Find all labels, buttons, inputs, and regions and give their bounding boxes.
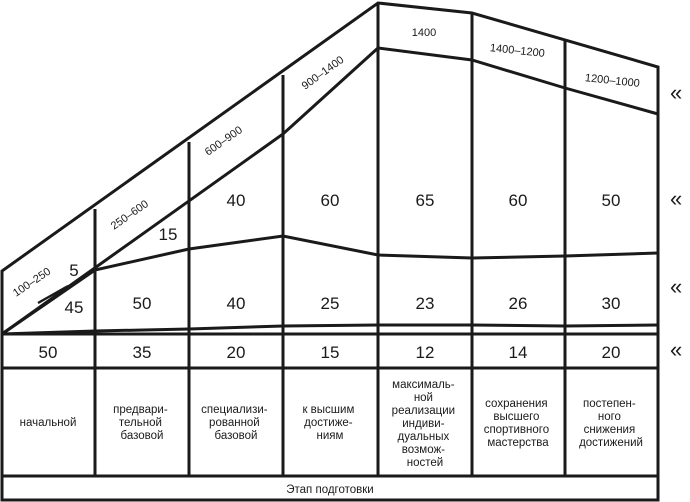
row2-value: 40 xyxy=(226,294,246,313)
hours-label: 100–250 xyxy=(10,265,54,300)
hours-label: 1400–1200 xyxy=(489,42,546,60)
hours-label: 600–900 xyxy=(202,124,245,159)
double-chevron-icon: « xyxy=(670,80,683,105)
double-chevron-icon: « xyxy=(670,186,683,211)
hours-label: 250–600 xyxy=(108,198,151,233)
stage-name: специализи- рованной базовой xyxy=(201,404,268,442)
hours-label: 1400 xyxy=(411,27,437,39)
footer-label: Этап подготовки xyxy=(286,484,374,496)
row3-value: 20 xyxy=(226,343,246,362)
row2-value: 23 xyxy=(415,294,435,313)
row2-value: 50 xyxy=(132,294,152,313)
stage-name: максималь- ной реализации индиви- дуальных возмож- ностей xyxy=(391,379,456,469)
double-chevron-icon: « xyxy=(670,337,683,362)
row1-row2-boundary xyxy=(2,236,658,334)
stage-name: постепен- ного снижения достижений xyxy=(579,398,643,449)
row3-value: 15 xyxy=(320,343,340,362)
row1-value: 65 xyxy=(415,191,435,210)
row3-value: 12 xyxy=(415,343,435,362)
row1-value: 40 xyxy=(226,191,246,210)
row3-value: 20 xyxy=(601,343,621,362)
row1-value: 50 xyxy=(601,191,621,210)
row2-value: 26 xyxy=(508,294,528,313)
row2-value: 30 xyxy=(601,294,621,313)
stage-name: сохранения высшего спортивного мастерства xyxy=(483,398,550,449)
row1-value: 60 xyxy=(508,191,528,210)
stage-name: к высшим достиже- ниям xyxy=(302,404,355,442)
row1-value: 5 xyxy=(69,261,79,280)
hours-label: 900–1400 xyxy=(299,53,347,93)
hours-label: 1200–1000 xyxy=(584,72,641,90)
row1-value: 60 xyxy=(320,191,340,210)
row3-value: 35 xyxy=(132,343,152,362)
row3-value: 14 xyxy=(508,343,528,362)
row2-value: 45 xyxy=(64,298,84,317)
row2-value: 25 xyxy=(320,294,340,313)
double-chevron-icon: « xyxy=(670,274,683,299)
stage-name: начальной xyxy=(19,417,77,429)
row3-value: 50 xyxy=(38,343,58,362)
row1-value: 15 xyxy=(158,225,178,244)
stage-name: предвари- тельной базовой xyxy=(113,404,168,442)
